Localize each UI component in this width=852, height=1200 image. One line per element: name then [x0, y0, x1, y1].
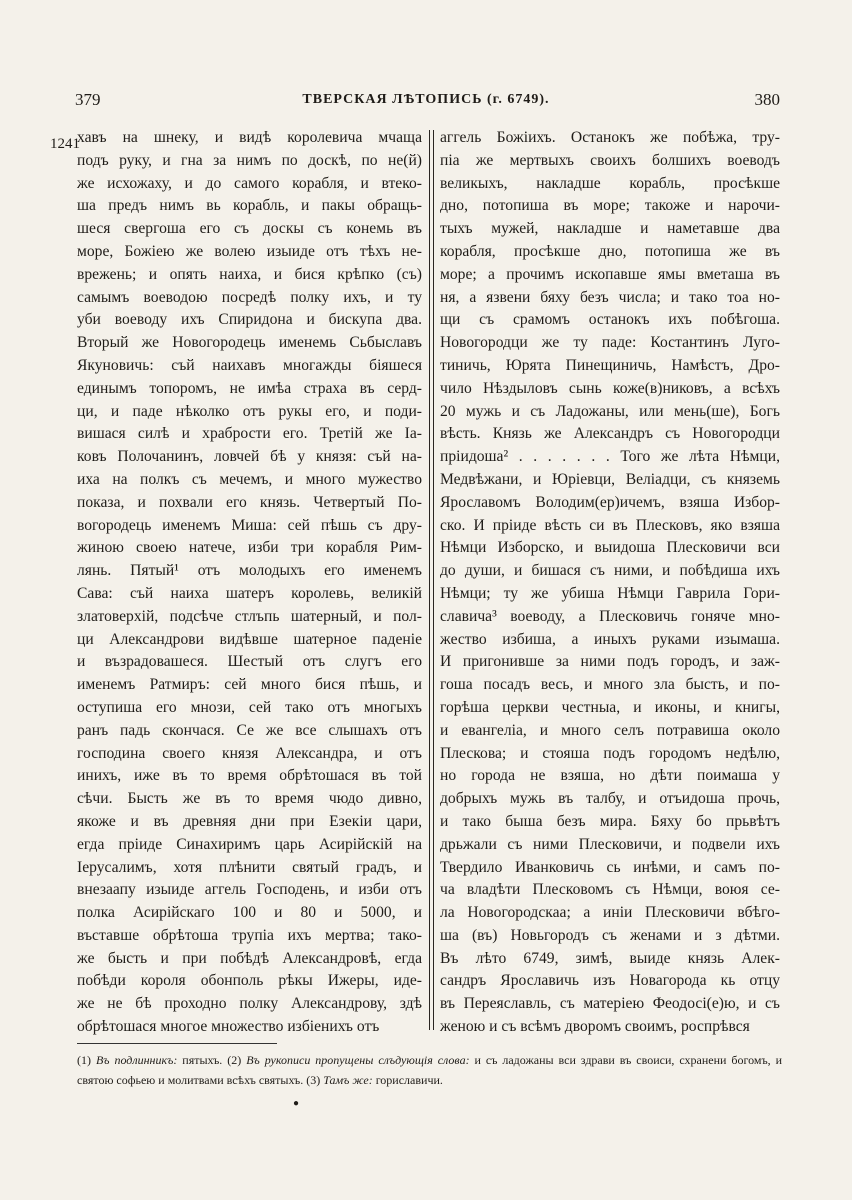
text-line: самымъ воеводою посредѣ полку ихъ, и ту — [77, 288, 422, 306]
text-line: господина своего князя Александра, и отъ — [77, 744, 422, 762]
text-line: ла Новогородскаа; а иніи Плесковичи вбѣго- — [440, 904, 780, 922]
text-line: ранъ падь скончася. Се же все слышахъ отъ — [77, 721, 422, 739]
text-line: тиничь, Юрята Пинещиничь, Намѣстъ, Дро- — [440, 356, 780, 374]
footnote-2-label: Въ рукописи пропущены слъдующія слова: — [246, 1053, 470, 1067]
text-line: лянь. Пятый¹ отъ молодыхъ его именемъ — [77, 562, 422, 580]
text-line: женою и съ всѣмъ дворомъ своимъ, роспрѣвся — [440, 1018, 750, 1036]
text-line: вишася силѣ и храбрости его. Третій же Іа- — [77, 425, 422, 443]
text-line: щи съ срамомъ останокъ ихъ побѣгоша. — [440, 311, 780, 329]
text-line: единымъ топоромъ, не имѣа страха въ серд- — [77, 379, 422, 397]
text-line: ско. И пріиде вѣсть си въ Плесковъ, яко взяша — [440, 516, 780, 534]
text-line: ци Александрови видѣвше шатерное паденіе — [77, 630, 422, 648]
text-line: ша предъ нимъ вь корабль, и пакы обращь- — [77, 197, 422, 215]
text-line: Новогородци же ту паде: Костантинъ Луго- — [440, 334, 780, 352]
text-line: сѣчи. Бысть же въ то время чюдо дивно, — [77, 790, 422, 808]
text-line: вогородець именемъ Миша: сей пѣшь съ дру- — [77, 516, 422, 534]
text-line: и евангеліа, и много селъ потравиша около — [440, 721, 780, 739]
text-line: но города не взяша, но дѣти поимаша у — [440, 767, 780, 785]
text-line: Нѣмци Изборско, и выидоша Плесковичи вси — [440, 539, 780, 557]
text-line: хавъ на шнеку, и видѣ королевича мчаща — [77, 129, 422, 146]
text-line: великыхъ, накладше корабль, просѣкше — [440, 174, 780, 192]
text-line: И пригонивше за ними подъ городъ, и заж- — [440, 653, 780, 671]
text-line: піа же мертвыхъ своихъ болшихъ воеводъ — [440, 151, 780, 169]
text-line: жество избиша, а иныхъ руками изымаша. — [440, 630, 780, 648]
text-line: въставше обрѣтоша трупіа ихъ мертва; тако- — [77, 926, 422, 944]
text-line: уби воеводу ихъ Спиридона и бискупа два. — [77, 311, 422, 329]
text-line: якоже и въ древняя дни при Езекіи цари, — [77, 812, 422, 830]
footnote-3-text: гориславичи. — [375, 1073, 443, 1087]
text-line: же не бѣ проходно полку Александрову, здѣ — [77, 995, 422, 1013]
text-line: дрьжали съ ними Плесковичи, и подвели ихъ — [440, 835, 780, 853]
text-line: корабля, просѣкше дно, потопиша же въ — [440, 242, 780, 260]
text-line: Нѣмци; ту же убиша Нѣмци Гаврила Гори- — [440, 584, 780, 602]
page-number-left: 379 — [75, 90, 101, 109]
text-line: иха на полкъ съ мечемъ, и много мужество — [77, 470, 422, 488]
text-line: море; а прочимъ ископавше ямы вметаша въ — [440, 265, 780, 283]
text-line: аггель Божіихъ. Останокъ же побѣжа, тру- — [440, 129, 780, 146]
text-line: златоверхій, подсѣче стлъпь шатерный, и пол- — [77, 607, 422, 625]
text-line: полка Асирійскаго 100 и 80 и 5000, и — [77, 904, 422, 922]
text-line: до души, и бишася съ ними, и побѣдиша ихъ — [440, 562, 780, 580]
footnote-2-mark: (2) — [227, 1053, 242, 1067]
footnote-divider — [77, 1043, 277, 1044]
text-line: ковъ Полочанинъ, ловчей бѣ у князя: съй на- — [77, 448, 422, 466]
text-line: море, Божіею же волею изыиде отъ тѣхъ не- — [77, 242, 422, 260]
text-line: Медвѣжани, и Юріевци, Веліадци, съ княземь — [440, 470, 780, 488]
text-line: же бысть и при побѣдѣ Александровѣ, егда — [77, 949, 422, 967]
text-line: внезаапу изыиде аггель Господень, и изби отъ — [77, 881, 422, 899]
text-line: оступиша его мнози, сей тако отъ многыхъ — [77, 698, 422, 716]
text-line: и възрадовашеся. Шестый отъ слугъ его — [77, 653, 422, 671]
text-line: врежень; и опять наиха, и бися крѣпко (съ) — [77, 265, 422, 283]
text-line: подъ руку, и гна за нимъ по доскѣ, по не(й) — [77, 151, 422, 169]
text-line: обрѣтошася многое множество избіенихъ отъ — [77, 1018, 380, 1036]
text-line: показа, и похвали его князь. Четвертый По- — [77, 493, 422, 511]
page-header — [0, 90, 852, 120]
text-line: славича³ воеводу, а Плесковичь гоняче мно- — [440, 607, 780, 625]
text-line: шеся свергоша его съ доскы съ конемь въ — [77, 220, 422, 238]
text-line: гоша посадъ весь, и много зла бысть, и по- — [440, 676, 780, 694]
text-line: Плескова; и стояша подъ городомъ недѣлю, — [440, 744, 780, 762]
year-margin-note: 1241 — [50, 136, 80, 152]
text-line: 20 мужь и съ Ладожаны, или мень(ше), Богь — [440, 402, 780, 420]
text-line: пріидоша² . . . . . . . Того же лѣта Нѣмци, — [440, 448, 780, 466]
text-line: же исхожаху, и до самого корабля, и втеко- — [77, 174, 422, 192]
text-line: ша (въ) Новьгородъ съ женами и з дѣтми. — [440, 926, 780, 944]
text-line: вѣсть. Князь же Александръ съ Новогородци — [440, 425, 780, 443]
text-line: Якуновичь: съй наихавъ многажды біяшеся — [77, 356, 422, 374]
running-title: ТВЕРСКАЯ ЛѢТОПИСЬ (г. 6749). — [302, 92, 550, 107]
footnote-1-label: Въ подлинникъ: — [95, 1053, 178, 1067]
text-line: инихъ, иже въ то время обрѣтошася въ той — [77, 767, 422, 785]
text-line: горѣша церкви честныа, и иконы, и книгы, — [440, 698, 780, 716]
text-line: дно, потопиша въ море; такоже и нарочи- — [440, 197, 780, 215]
text-line: ня, а язвени бяху безъ числа; и тако тоа но- — [440, 288, 780, 306]
text-line: добрыхъ мужь въ талбу, и отъидоша прочь, — [440, 790, 780, 808]
footnote-1-text: пятыхъ. — [182, 1053, 223, 1067]
page-ornament-dot: ● — [293, 1098, 300, 1109]
text-line: егда пріиде Синахиримъ царь Асирійскій на — [77, 835, 422, 853]
text-line: Сава: съй наиха шатеръ королевь, великій — [77, 584, 422, 602]
text-line: Іерусалимъ, хотя плѣнити святый градъ, и — [77, 858, 422, 876]
text-line: сандръ Ярославичь изъ Новагорода кь отцу — [440, 972, 780, 990]
text-line: и тако быша безъ мира. Бяху бо прьвѣтъ — [440, 812, 780, 830]
text-line: Въ лѣто 6749, зимѣ, выиде князь Алек- — [440, 949, 780, 967]
left-text-column — [77, 127, 422, 1039]
text-line: ци, и паде нѣколко отъ рукы его, и поди- — [77, 402, 422, 420]
text-line: Твердило Иванковичь сь инѣми, и самъ по- — [440, 858, 780, 876]
footnote-1-mark: (1) — [77, 1053, 91, 1067]
text-line: чило Нѣздыловъ сынь коже(в)никовъ, а всѣхъ — [440, 379, 780, 397]
page-number-right: 380 — [754, 90, 780, 109]
text-line: жиною своею натече, изби три корабля Рим- — [77, 539, 422, 557]
text-line: ча владѣти Плесковомъ съ Нѣмци, воюя се- — [440, 881, 780, 899]
column-divider — [429, 130, 434, 1030]
footnotes — [77, 1050, 782, 1090]
footnote-3-mark: (3) — [306, 1073, 321, 1087]
footnote-2-text: и съ ладожаны вси здрави въ своиси, схранени богомъ, и святою софьею и молитвами всѣхъ святыхъ. — [77, 1053, 783, 1087]
text-line: Вторый же Новогородець именемь Сьбыславъ — [77, 334, 422, 352]
text-line: именемъ Ратмиръ: сей много бися пѣшь, и — [77, 676, 422, 694]
text-line: Ярославомъ Володим(ер)ичемъ, взяша Избор- — [440, 493, 780, 511]
text-line: побѣди короля обонполь рѣкы Ижеры, иде- — [77, 972, 422, 990]
right-text-column — [440, 127, 780, 1039]
footnote-3-label: Тамъ же: — [323, 1073, 373, 1087]
text-line: въ Переяславль, съ матеріею Феодосі(е)ю, и съ — [440, 995, 780, 1013]
text-line: тыхъ мужей, накладше и наметавше два — [440, 220, 780, 238]
